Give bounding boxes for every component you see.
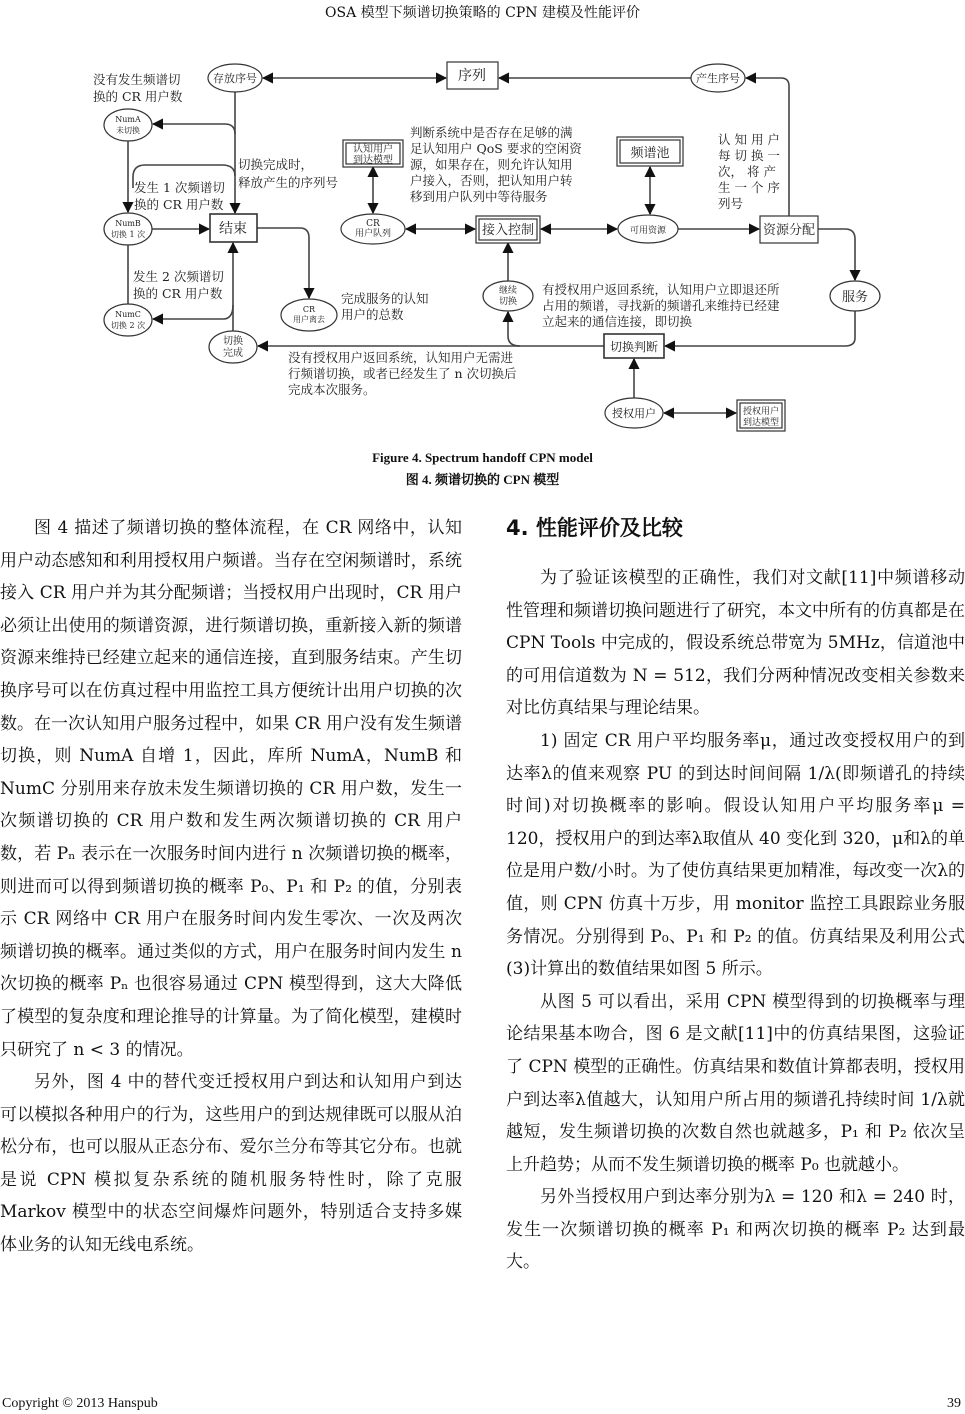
label-seq: 序列 [458, 68, 486, 84]
label-cr-model-2: 到达模型 [353, 155, 393, 166]
edge-alloc-service [818, 229, 855, 280]
paragraph: 1) 固定 CR 用户平均服务率μ，通过改变授权用户的到达率λ的值来观察 PU 的到达时间间隔 1/λ(即频谱孔的持续时间)对切换概率的影响。假设认知用户平均服务率μ = 120，授权用户的到达率λ取值从 40 变化到 320，μ和λ的单位是用户数/小时。为了使仿真结果更加精准，每改变一次λ的值，则 CPN 仿真十万步，用 monitor 监控工具跟踪业务服务情况。分别得到 P₀、P₁ 和 P₂ 的值。仿真结果及利用公式(3)计算出的数值结果如图 5 所示。 [506, 730, 965, 980]
note-release-seq: 切换完成时， [238, 157, 314, 172]
note-no-pu-return: 行频谱切换，或者已经发生了 n 次切换后 [288, 366, 517, 381]
edge-alloc-gen [746, 78, 789, 216]
note-judge: 户接入，否则，把认知用户转 [410, 173, 573, 188]
edge-done-numc [153, 305, 233, 319]
label-leave-1: CR [302, 305, 316, 314]
label-numc-1: NumC [115, 310, 141, 319]
note-judge: 判断系统中是否存在足够的满 [410, 125, 573, 140]
note-judge: 源，如果存在，则允许认知用 [410, 157, 573, 172]
note-gen-seq: 列号 [718, 196, 744, 211]
label-continue-2: 切换 [498, 297, 518, 307]
annotations [93, 72, 780, 397]
note-gen-seq: 次， 将 产 [718, 164, 776, 179]
label-spectrum-pool: 频谱池 [630, 146, 670, 161]
label-access-control: 接入控制 [481, 223, 535, 238]
label-done-2: 完成 [223, 348, 243, 359]
note-no-handoff: 换的 CR 用户数 [93, 89, 183, 104]
running-header: OSA 模型下频谱切换策略的 CPN 建模及性能评价 [325, 5, 640, 21]
note-judge: 移到用户队列中等待服务 [410, 189, 548, 204]
place-numb [104, 213, 152, 245]
label-numb-2: 切换 1 次 [110, 230, 146, 239]
label-pu-model-1: 授权用户 [742, 407, 780, 417]
paragraph: 为了验证该模型的正确性，我们对文献[11]中频谱移动性管理和频谱切换问题进行了研究，本文中所有的仿真都是在 CPN Tools 中完成的，假设系统总带宽为 5MHz，信道池中的可用信道数为 N = 512，我们分两种情况改变相关参数来对比仿真结果与理论结果。 [506, 568, 965, 719]
label-cr-model-1: 认知用户 [353, 144, 393, 155]
label-done-1: 切换 [223, 336, 243, 347]
label-numa-2: 未切换 [116, 126, 140, 135]
note-two-handoff: 发生 2 次频谱切 [133, 269, 224, 284]
note-total-done: 用户的总数 [341, 307, 404, 322]
label-leave-2: 用户离去 [293, 315, 325, 324]
note-gen-seq: 认 知 用 户 [718, 132, 780, 147]
note-pu-return: 立起来的通信连接，即切换 [542, 314, 693, 329]
paragraph: 另外当授权用户到达率分别为λ = 120 和λ = 240 时，发生一次频谱切换的概率 P₁ 和两次切换的概率 P₂ 达到最大。 [506, 1187, 965, 1273]
note-two-handoff: 换的 CR 用户数 [133, 286, 223, 301]
page-number: 39 [947, 1396, 961, 1411]
figure-caption-zh: 图 4. 频谱切换的 CPN 模型 [405, 472, 560, 487]
edge-to-numa [153, 124, 235, 134]
section-heading: 4. 性能评价及比较 [506, 516, 683, 540]
place-numa [104, 109, 152, 141]
note-one-handoff: 换的 CR 用户数 [134, 197, 224, 212]
left-column [0, 512, 462, 1262]
paragraph: 从图 5 可以看出，采用 CPN 模型得到的切换概率与理论结果基本吻合，图 6 是文献[11]中的仿真结果图，这验证了 CPN 模型的正确性。仿真结果和数值计算都表明，授权用户到达率λ值越大，认知用户所占用的频谱孔持续时间 1/λ就越短，发生频谱切换的次数自然也就越多，P₁ 和 P₂ 依次呈上升趋势；从而不发生频谱切换的概率 P₀ 也就越小。 [506, 991, 965, 1175]
note-pu-return: 占用的频谱，寻找新的频谱孔来维持已经建 [542, 298, 780, 313]
note-no-handoff: 没有发生频谱切 [93, 72, 181, 87]
note-gen-seq: 生 一 个 序 [718, 180, 780, 195]
note-release-seq: 释放产生的序列号 [238, 175, 339, 190]
note-pu-return: 有授权用户返回系统，认知用户立即退还所 [542, 282, 780, 297]
cpn-diagram [0, 0, 965, 450]
edge-service-decision [665, 311, 855, 346]
label-store-seq: 存放序号 [213, 72, 257, 85]
note-no-pu-return: 完成本次服务。 [288, 382, 376, 397]
label-queue-2: 用户队列 [354, 229, 392, 239]
note-total-done: 完成服务的认知 [341, 291, 429, 306]
paragraph: 另外，图 4 中的替代变迁授权用户到达和认知用户到达可以模拟各种用户的行为，这些用户的到达规律既可以服从泊松分布，也可以服从正态分布、爱尔兰分布等其它分布。也就是说 CPN 模拟复杂系统的随机服务特性时，除了克服 Markov 模型中的状态空间爆炸问题外，特别适合支持多媒体业务的认知无线电系统。 [0, 1072, 462, 1256]
label-continue-1: 继续 [498, 286, 518, 296]
label-decision: 切换判断 [609, 340, 659, 354]
label-queue-1: CR [366, 219, 380, 229]
figure-caption-en: Figure 4. Spectrum handoff CPN model [372, 450, 593, 465]
label-pu: 授权用户 [612, 407, 656, 420]
label-service: 服务 [841, 290, 869, 305]
label-numc-2: 切换 2 次 [110, 321, 146, 330]
place-numc [104, 304, 152, 336]
note-one-handoff: 发生 1 次频谱切 [134, 180, 225, 195]
label-pu-model-2: 到达模型 [742, 418, 780, 428]
label-end: 结束 [219, 221, 247, 237]
copyright: Copyright © 2013 Hanspub [2, 1396, 158, 1411]
edge-end-leave [257, 228, 309, 298]
paragraph: 图 4 描述了频谱切换的整体流程，在 CR 网络中，认知用户动态感知和利用授权用户频谱。当存在空闲频谱时，系统接入 CR 用户并为其分配频谱；当授权用户出现时，CR 用户必须让出使用的频谱资源，进行频谱切换，重新接入新的频谱资源来维持已经建立起来的通信连接，直到服务结束。产生切换序号可以在仿真过程中用监控工具方便统计出用户切换的次数。在一次认知用户服务过程中，如果 CR 用户没有发生频谱切换，则 NumA 自增 1，因此，库所 NumA，NumB 和 NumC 分别用来存放未发生频谱切换的 CR 用户数，发生一次频谱切换的 CR 用户数和发生两次频谱切换的 CR 用户数，若 Pₙ 表示在一次服务时间内进行 n 次频谱切换的概率，则进而可以得到频谱切换的概率 P₀、P₁ 和 P₂ 的值，分别表示 CR 网络中 CR 用户在服务时间内发生零次、一次及两次频谱切换的概率。通过类似的方式，用户在服务时间内发生 n 次切换的概率 Pₙ 也很容易通过 CPN 模型得到，这大大降低了模型的复杂度和理论推导的计算量。为了简化模型，建模时只研究了 n < 3 的情况。 [0, 518, 462, 1060]
label-numa-1: NumA [115, 115, 141, 124]
label-numb-1: NumB [115, 219, 141, 228]
note-judge: 足认知用户 QoS 要求的空闲资 [410, 141, 582, 156]
label-resource-alloc: 资源分配 [762, 223, 816, 238]
edge-decision-continue [508, 312, 520, 346]
label-available-resource: 可用资源 [629, 226, 667, 236]
note-gen-seq: 每 切 换 一 [718, 148, 780, 163]
right-column [506, 512, 965, 1279]
note-no-pu-return: 没有授权用户返回系统，认知用户无需进 [288, 350, 514, 365]
label-gen-seq: 产生序号 [696, 72, 740, 85]
